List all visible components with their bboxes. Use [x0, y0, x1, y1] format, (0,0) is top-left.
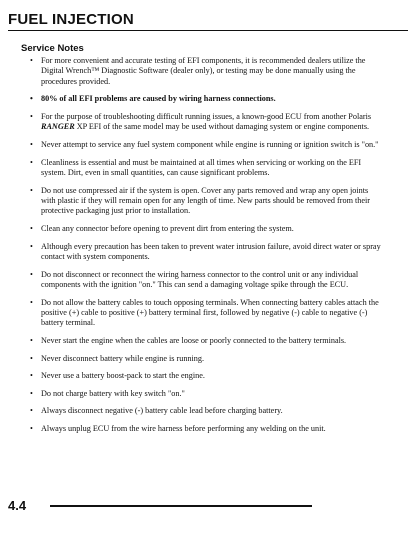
list-item: • Never start the engine when the cables are loose or poorly connected to the battery terminals. — [30, 336, 382, 346]
header-divider — [8, 30, 408, 31]
list-item: • For more convenient and accurate testing of EFI components, it is recommended dealers utilize the Digital Wrench™ Diagnostic Software (dealer only), or testing may be done manually using the procedures provided. — [30, 56, 382, 87]
page-number: 4.4 — [8, 498, 27, 513]
service-notes-list — [30, 56, 382, 442]
list-item-text: XP EFI of the same model may be used without damaging system or engine components. — [74, 122, 370, 132]
list-item: • Always disconnect negative (-) battery cable lead before charging battery. — [30, 406, 382, 416]
list-item: • Do not disconnect or reconnect the wiring harness connector to the control unit or any individual components with the ignition "on." This can send a damaging voltage spike through the ECU. — [30, 270, 382, 291]
list-item: • Do not allow the battery cables to touch opposing terminals. When connecting battery cables attach the positive (+) cable to positive (+) battery terminal first, followed by negative (-) cable to negative (-) battery terminal. — [30, 298, 382, 329]
list-item-text: For the purpose of troubleshooting difficult running issues, a known-good ECU from another Polaris — [41, 112, 372, 121]
model-name: RANGER — [41, 122, 75, 132]
page-title: FUEL INJECTION — [8, 11, 134, 28]
list-item: • Never use a battery boost-pack to start the engine. — [30, 371, 382, 381]
list-item: • Never disconnect battery while engine is running. — [30, 354, 382, 364]
list-item: • Do not use compressed air if the system is open. Cover any parts removed and wrap any open joints with plastic if they will remain open for any length of time. New parts should be removed from their protective packaging just prior to installation. — [30, 186, 382, 217]
list-item: • Although every precaution has been taken to prevent water intrusion failure, avoid direct water or spray contact with system components. — [30, 242, 382, 263]
list-item: • Cleanliness is essential and must be maintained at all times when servicing or working on the EFI system. Dirt, even in small quantities, can cause significant problems. — [30, 158, 382, 179]
list-item: • Clean any connector before opening to prevent dirt from entering the system. — [30, 224, 382, 234]
list-item: • Never attempt to service any fuel system component while engine is running or ignition switch is "on." — [30, 140, 382, 150]
footer-divider — [50, 505, 312, 507]
list-item: • Do not charge battery with key switch "on." — [30, 389, 382, 399]
list-item: • 80% of all EFI problems are caused by wiring harness connections. — [30, 94, 382, 104]
section-title: Service Notes — [21, 43, 84, 54]
list-item — [30, 112, 382, 133]
list-item: • Always unplug ECU from the wire harness before performing any welding on the unit. — [30, 424, 382, 434]
